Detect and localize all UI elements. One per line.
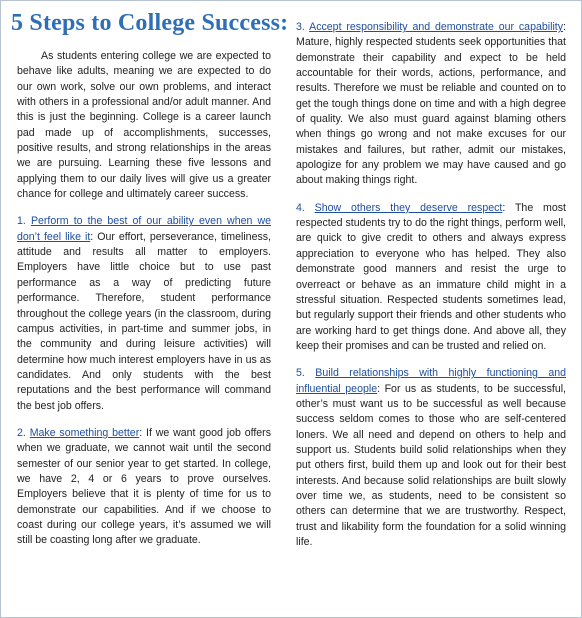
step-separator: : bbox=[563, 21, 566, 33]
step-number: 4. bbox=[296, 201, 305, 214]
step-body: Mature, highly respected students seek opportunities that demonstrate their capability and expect to be held accountable for their words, actions, performance, and results. Therefore we must be reliable and counted on to get the tough things done on time and with a high degree of quality. We also must guard against blaming others when things go wrong and not make excuses for our mistakes and failures, but rather, admit our mistakes, apologize for any problem we may have caused and go about making things right. bbox=[296, 36, 566, 187]
page-title: 5 Steps to College Success: bbox=[11, 10, 289, 36]
step-body: If we want good job offers when we graduate, we cannot wait until the second semester of our senior year to get started. In college, we have 2, 4 or 6 years to prove ourselves. Employers believe that it is plenty of time for us to demonstrate our capabilities. And if we choose to coast during our college years, it’s assumed we will still be coasting long after we graduate. bbox=[17, 426, 271, 547]
step-1 bbox=[17, 214, 271, 413]
step-body: For us as students, to be successful, other’s must want us to be successful as well because success seldom comes to those who are self-centered loners. We all need and depend on others to help and support us. Students build solid relationships when they put others first, build them up and look out for their best interests. And because solid relationships are built slowly over time we, as students, need to be consistent so others can determine that we are trustworthy. Respect, trust and likability form the foundation for a solid winning life. bbox=[296, 382, 567, 548]
intro-paragraph: As students entering college we are expected to behave like adults, meaning we are expected to do our own work, solve our own problems, and interact with others in a professional and/or adult manner. And this is just the beginning. College is a career launch pad made up of accomplishments, successes, positive results, and strong relationships in the areas we are pursuing. Learning these five lessons and applying them to our daily lives will give us a greater chance for college and ultimately career success. bbox=[17, 50, 271, 201]
step-4 bbox=[296, 201, 566, 354]
right-column bbox=[296, 20, 566, 562]
step-body: The most respected students try to do the right things, perform well, are quick to give credit to others and always express appreciation to everyone who has helped. They also demonstrate good manners and resist the urge to overreact or behave as an immature child might in a stressful situation. Respected students sometimes lead, but regularly support their friends and other students who are working hard to get things done. And above all, they keep their promises and can be trusted and relied on. bbox=[296, 201, 566, 352]
step-number: 3. bbox=[296, 21, 305, 33]
step-separator: : bbox=[90, 230, 94, 243]
step-number: 1. bbox=[17, 215, 26, 228]
step-3 bbox=[296, 20, 566, 189]
step-separator: : bbox=[377, 382, 381, 395]
step-number: 5. bbox=[296, 367, 305, 380]
step-separator: : bbox=[139, 426, 143, 439]
step-heading[interactable]: Perform to the best of our ability even when we don’t feel like it bbox=[17, 215, 271, 243]
step-number: 2. bbox=[17, 426, 26, 439]
step-heading[interactable]: Make something better bbox=[29, 426, 140, 439]
step-heading[interactable]: Accept responsibility and demonstrate our capability bbox=[309, 21, 564, 33]
step-heading[interactable]: Show others they deserve respect bbox=[314, 201, 503, 214]
step-5 bbox=[296, 366, 566, 550]
step-separator: : bbox=[502, 201, 506, 214]
left-column bbox=[11, 9, 289, 561]
step-heading[interactable]: Build relationships with highly functioning and influential people bbox=[296, 367, 566, 395]
step-body: Our effort, perseverance, timeliness, attitude and results all matter to employers. Employers have little choice but to use past performance as a way of predicting future performance. Therefore, student performance throughout the college years (in the classroom, during campus activities, in part-time and summer jobs, in the community and during leisure activities) will determine how much interest employers have in us as candidates. And only students with the best reputations and the best performance will command the best job offers. bbox=[17, 230, 272, 412]
step-2 bbox=[17, 426, 271, 549]
